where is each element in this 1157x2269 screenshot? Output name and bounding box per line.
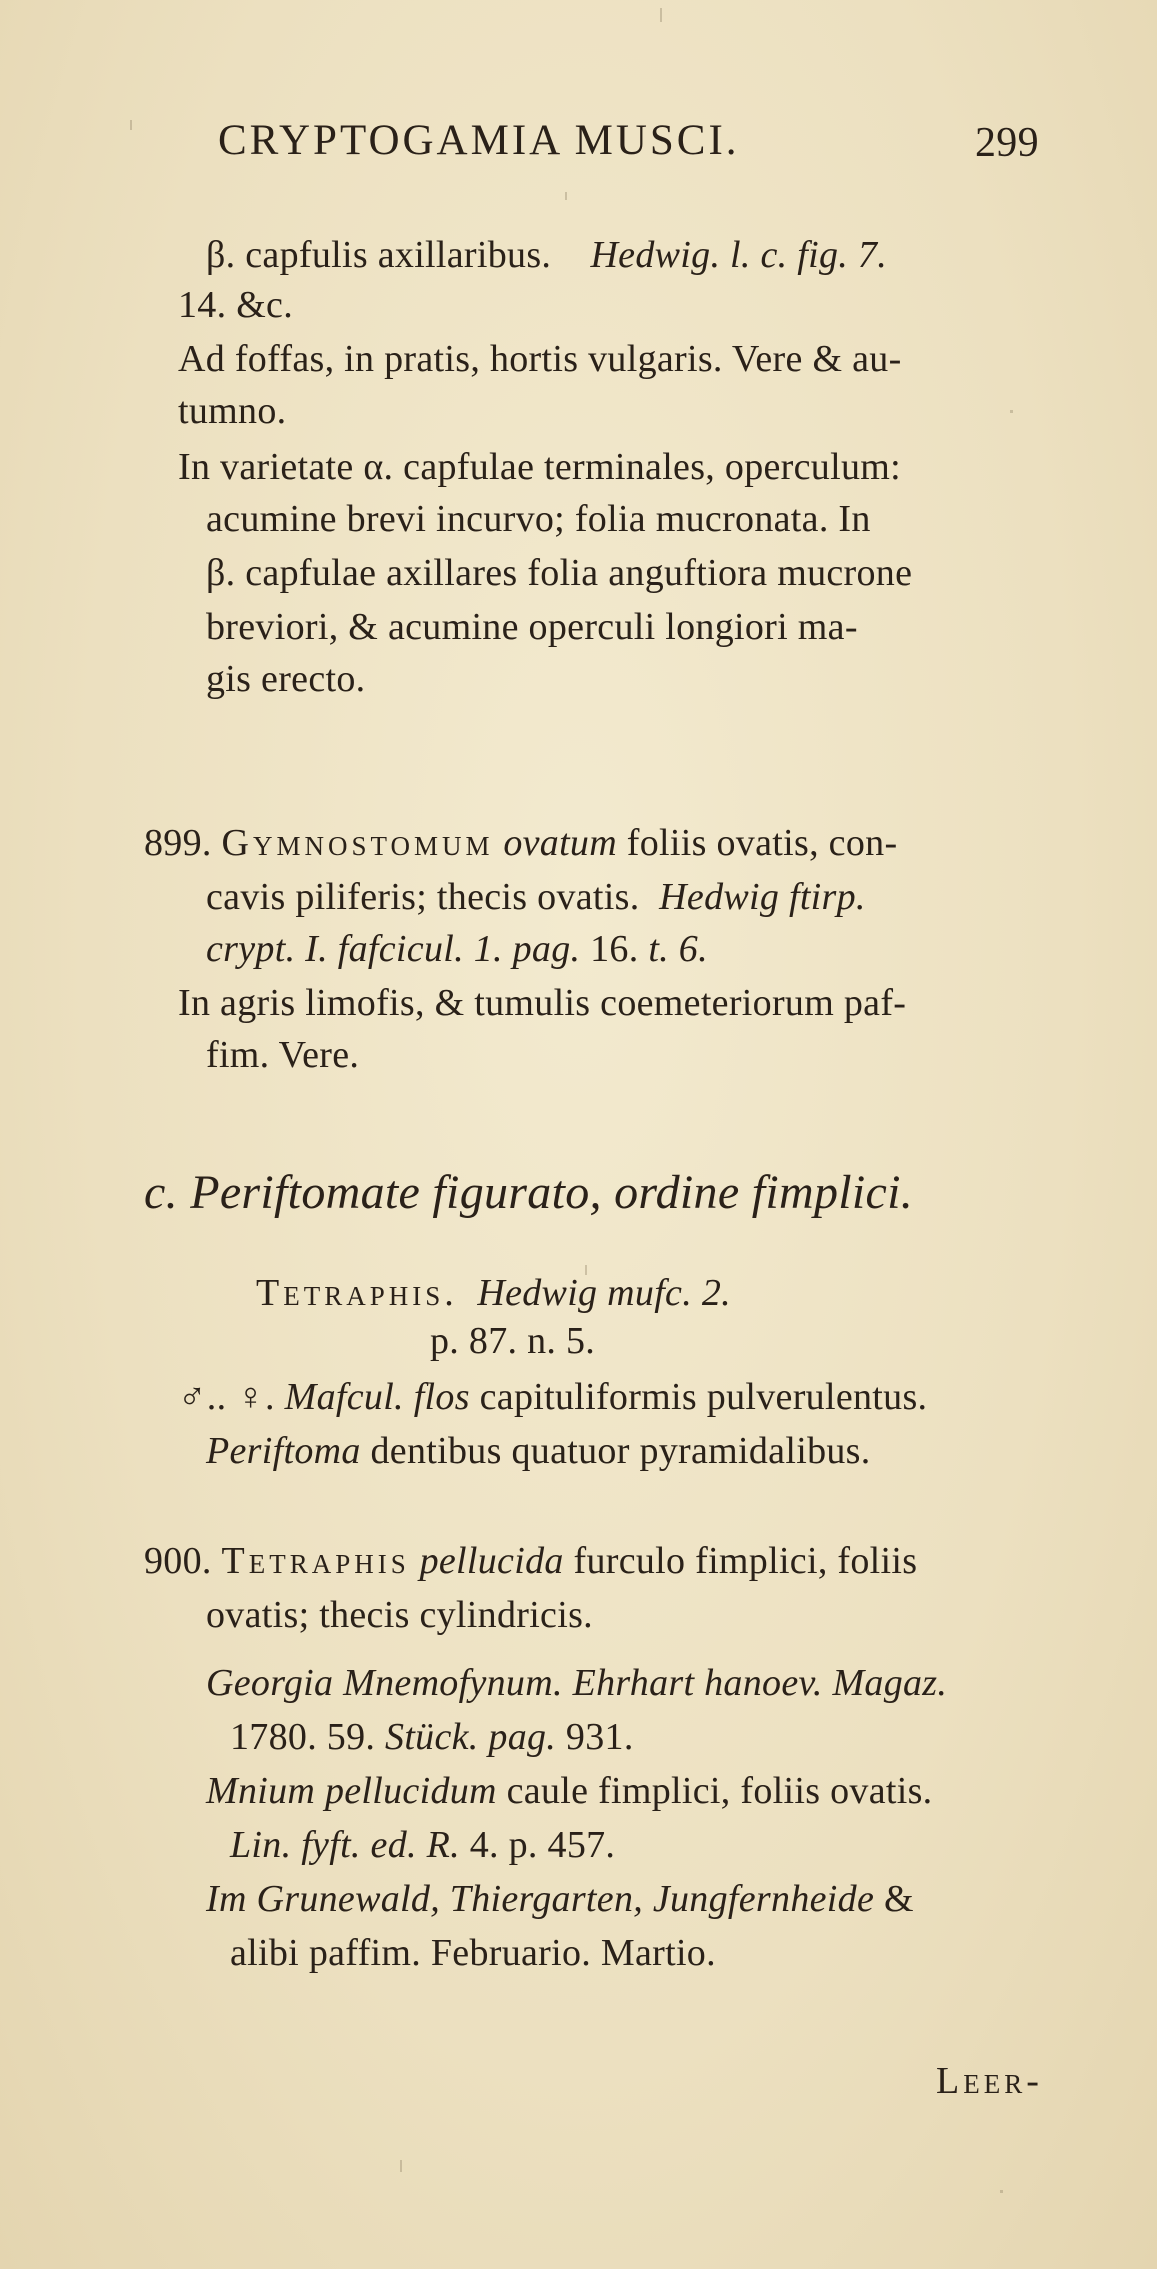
text-span: Periftoma	[206, 1430, 361, 1472]
genus-description-line-2	[206, 1428, 871, 1474]
citation: t. 6.	[648, 928, 708, 970]
section-heading: c. Periftomate figurato, ordine fimplici.	[144, 1166, 914, 1219]
citation: Hedwig mufc. 2.	[477, 1272, 731, 1314]
text-span: flos	[413, 1376, 470, 1418]
citation: crypt. I. fafcicul. 1. pag.	[206, 928, 581, 970]
text-span: 1780. 59.	[230, 1716, 376, 1758]
entry-number: 900.	[144, 1540, 212, 1582]
entry-900-line-7	[206, 1876, 914, 1922]
species-name: pellucida	[419, 1540, 564, 1582]
citation: Hedwig. l. c. fig. 7.	[590, 234, 887, 276]
entry-899-line-4: In agris limofis, & tumulis coemeteriorum paf-	[178, 982, 907, 1024]
paper-speck	[1000, 2190, 1003, 2193]
entry-899-line-5: fim. Vere.	[206, 1034, 360, 1076]
text-span: 931.	[565, 1716, 634, 1758]
running-header-title: CRYPTOGAMIA MUSCI.	[218, 117, 740, 164]
entry-900-line-8: alibi paffim. Februario. Martio.	[230, 1932, 716, 1974]
paper-speck	[565, 192, 567, 200]
entry-898-line-8: breviori, & acumine operculi longiori ma-	[206, 606, 858, 648]
sex-symbol: ♂.. ♀.	[178, 1376, 275, 1418]
entry-900-line-2: ovatis; thecis cylindricis.	[206, 1594, 593, 1636]
text-span: Mnium pellucidum	[206, 1770, 497, 1812]
citation: Hedwig ftirp.	[659, 876, 866, 918]
text-span: dentibus quatuor pyramidalibus.	[370, 1430, 871, 1472]
text-span: cavis piliferis; thecis ovatis.	[206, 876, 640, 918]
paper-speck	[1010, 410, 1013, 413]
text-span: &	[883, 1878, 914, 1920]
entry-898-line-5: In varietate α. capfulae terminales, operculum:	[178, 446, 901, 488]
text-span: foliis ovatis, con-	[626, 822, 898, 864]
entry-898-line-1	[206, 232, 887, 278]
text-span: Im Grunewald, Thiergarten, Jungfernheide	[206, 1878, 875, 1920]
genus-name: Gymnostomum	[221, 822, 494, 864]
entry-900-line-1	[144, 1538, 917, 1584]
entry-900-line-6	[230, 1822, 615, 1868]
paper-speck	[585, 1265, 587, 1275]
genus-heading-line-1	[256, 1270, 731, 1316]
entry-899-line-1	[144, 820, 897, 866]
text-span: capituliformis pulverulentus.	[479, 1376, 928, 1418]
entry-898-line-9: gis erecto.	[206, 658, 366, 700]
entry-900-line-3: Georgia Mnemofynum. Ehrhart hanoev. Magaz.	[206, 1662, 948, 1704]
genus-name: Tetraphis	[221, 1540, 410, 1582]
text-span: furculo fimplici, foliis	[573, 1540, 918, 1582]
genus-name: Tetraphis.	[256, 1272, 458, 1314]
paper-speck	[400, 2160, 402, 2172]
species-name: ovatum	[503, 822, 617, 864]
genus-description-line-1	[178, 1374, 927, 1420]
catchword: Leer-	[936, 2060, 1043, 2102]
text-span: 4. p. 457.	[469, 1824, 616, 1866]
text-span: 16.	[590, 928, 639, 970]
entry-900-line-5	[206, 1768, 932, 1814]
entry-898-line-4: tumno.	[178, 390, 287, 432]
genus-heading-line-2: p. 87. n. 5.	[430, 1320, 596, 1362]
entry-898-line-2: 14. &c.	[178, 284, 294, 326]
paper-speck	[130, 120, 132, 130]
entry-899-line-3	[206, 926, 708, 972]
page-number: 299	[975, 120, 1039, 166]
entry-899-line-2	[206, 874, 866, 920]
entry-898-line-3: Ad foffas, in pratis, hortis vulgaris. Vere & au-	[178, 338, 902, 380]
text-span: Stück. pag.	[385, 1716, 557, 1758]
entry-898-line-7: β. capfulae axillares folia anguftiora mucrone	[206, 552, 913, 594]
paper-speck	[660, 8, 662, 22]
entry-900-line-4	[230, 1714, 634, 1760]
text-span: Lin. fyft. ed. R.	[230, 1824, 460, 1866]
text-span: caule fimplici, foliis ovatis.	[506, 1770, 933, 1812]
entry-898-line-6: acumine brevi incurvo; folia mucronata. In	[206, 498, 871, 540]
entry-number: 899.	[144, 822, 212, 864]
text-span: Mafcul.	[284, 1376, 404, 1418]
text-span: β. capfulis axillaribus.	[206, 234, 552, 276]
